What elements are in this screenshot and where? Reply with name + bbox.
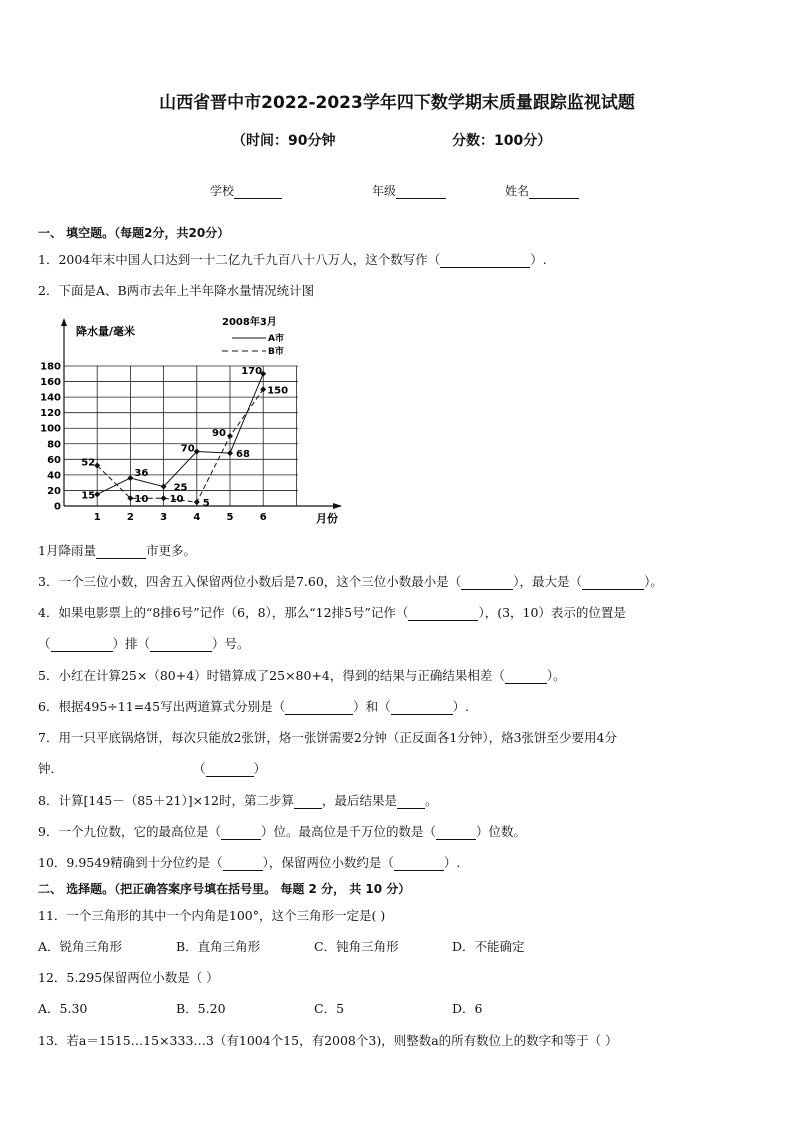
q11-option-d[interactable]: D．不能确定 [452, 939, 525, 954]
q11-option-b[interactable]: B．直角三角形 [176, 939, 261, 954]
q12-option-a[interactable]: A．5.30 [38, 1001, 88, 1016]
data-label: 170 [241, 365, 263, 377]
x-tick-label: 3 [160, 512, 168, 523]
q4-blank-row[interactable] [51, 639, 113, 652]
school-blank[interactable] [234, 186, 282, 199]
data-point [227, 433, 233, 439]
section1-heading: 一、 填空题。（每题2分，共20分） [38, 226, 230, 240]
y-tick-label: 80 [47, 439, 61, 451]
question-10: 10．9.9549精确到十分位约是（ ），保留两位小数约是（ ）. [38, 855, 461, 870]
question-2: 2．下面是A、B两市去年上半年降水量情况统计图 [38, 283, 315, 298]
exam-score: 分数：100分） [452, 133, 552, 149]
question-3: 3．一个三位小数，四舍五入保留两位小数后是7.60，这个三位小数最小是（ ），最大是（ ）。 [38, 574, 663, 589]
chart-y-ticks [40, 362, 61, 513]
question-12: 12．5.295保留两位小数是（ ） [38, 970, 219, 985]
q2-blank[interactable] [96, 546, 146, 559]
x-axis-arrow [333, 503, 342, 509]
x-tick-label: 1 [93, 512, 101, 523]
exam-time: （时间：90分钟 [232, 133, 336, 149]
grade-blank[interactable] [396, 186, 446, 199]
q12-option-c[interactable]: C．5 [314, 1001, 345, 1016]
section2-heading: 二、 选择题。（把正确答案序号填在括号里。 每题 2 分， 共 10 分） [38, 882, 411, 896]
data-label: 10 [169, 494, 184, 506]
q8-blank-step[interactable] [294, 796, 322, 809]
question-8: 8．计算[145－（85＋21）]×12时，第二步算 ，最后结果是 。 [38, 793, 438, 808]
y-tick-label: 120 [40, 408, 61, 420]
data-label: 25 [173, 482, 188, 494]
q11-option-a[interactable]: A．锐角三角形 [38, 939, 123, 954]
question-13: 13．若a＝1515…15×333…3（有1004个15，有2008个3)，则整数a的所有数位上的数字和等于（ ） [38, 1033, 618, 1048]
question-5: 5．小红在计算25×（80+4）时错算成了25×80+4，得到的结果与正确结果相差（ ）。 [38, 668, 566, 683]
chart-series [81, 366, 288, 509]
q11-option-c[interactable]: C．钝角三角形 [314, 939, 399, 954]
legend-label-a: A市 [268, 334, 284, 344]
data-label: 68 [236, 449, 250, 461]
series-line-a [97, 374, 263, 495]
data-point [194, 499, 200, 505]
data-label: 15 [81, 490, 96, 502]
y-tick-label: 160 [40, 377, 61, 389]
data-point [227, 450, 233, 456]
question-4-cont: （ ）排（ ）号。 [38, 636, 250, 651]
question-7: 7．用一只平底锅烙饼，每次只能放2张饼，烙一张饼需要2分钟（正反面各1分钟），烙3张饼至少要用4分 [38, 730, 617, 745]
chart-x-ticks [94, 512, 267, 523]
q5-blank[interactable] [505, 671, 547, 684]
q3-blank-max[interactable] [582, 577, 644, 590]
question-1: 1．2004年末中国人口达到一十二亿九千九百八十八万人，这个数写作（ ）. [38, 252, 547, 267]
name-field[interactable] [505, 182, 579, 199]
q1-blank[interactable] [440, 255, 530, 268]
data-label: 70 [180, 443, 195, 455]
q6-blank-2[interactable] [391, 702, 453, 715]
data-label: 90 [212, 428, 226, 439]
data-label: 36 [134, 468, 149, 479]
q9-blank-2[interactable] [436, 827, 476, 840]
grade-field[interactable] [372, 182, 446, 199]
page-title: 山西省晋中市2022-2023学年四下数学期末质量跟踪监视试题 [159, 93, 635, 113]
question-11: 11．一个三角形的其中一个内角是100°，这个三角形一定是( ) [38, 908, 386, 923]
y-tick-label: 0 [54, 501, 61, 513]
q4-blank-1[interactable] [408, 608, 478, 621]
y-tick-label: 20 [47, 485, 61, 497]
grade-label: 年级 [372, 184, 397, 198]
x-tick-label: 6 [259, 512, 267, 523]
q3-blank-min[interactable] [461, 577, 513, 590]
question-7-cont: 钟． （ ） [38, 761, 267, 776]
y-tick-label: 60 [47, 454, 61, 466]
rainfall-chart [36, 312, 356, 532]
data-point [161, 495, 167, 501]
y-axis-arrow [61, 318, 67, 326]
legend-label-b: B市 [268, 347, 284, 357]
x-tick-label: 5 [226, 512, 234, 523]
x-tick-label: 4 [193, 512, 201, 523]
q12-option-d[interactable]: D．6 [452, 1001, 483, 1016]
school-label: 学校 [210, 184, 235, 198]
name-blank[interactable] [529, 186, 579, 199]
y-tick-label: 100 [40, 423, 61, 435]
data-label: 5 [202, 498, 210, 510]
q4-blank-seat[interactable] [150, 639, 212, 652]
q7-blank[interactable] [206, 764, 254, 777]
chart-x-label: 月份 [316, 512, 338, 525]
data-point [127, 475, 133, 481]
q10-blank-2[interactable] [394, 858, 444, 871]
q10-blank-1[interactable] [223, 858, 263, 871]
chart-axes [61, 318, 342, 509]
school-field[interactable] [210, 182, 282, 199]
q6-blank-1[interactable] [285, 702, 353, 715]
name-label: 姓名 [505, 184, 530, 198]
x-tick-label: 2 [126, 512, 134, 523]
chart-title: 2008年3月 [222, 317, 277, 328]
y-tick-label: 40 [47, 470, 61, 482]
question-4: 4．如果电影票上的“8排6号”记作（6，8），那么“12排5号”记作（ ），(3，10）表示的位置是 [38, 605, 626, 620]
q9-blank-1[interactable] [221, 827, 261, 840]
y-tick-label: 140 [40, 392, 61, 404]
question-2-fill: 1月降雨量 市更多。 [38, 543, 196, 558]
q12-option-b[interactable]: B．5.20 [176, 1001, 226, 1016]
y-tick-label: 180 [40, 361, 61, 373]
question-6: 6．根据495÷11=45写出两道算式分别是（ ）和（ ）. [38, 699, 470, 714]
q8-blank-result[interactable] [397, 796, 425, 809]
data-label: 52 [81, 457, 96, 469]
data-label: 150 [267, 385, 289, 397]
question-9: 9．一个九位数，它的最高位是（ ）位。最高位是千万位的数是（ ）位数。 [38, 824, 526, 839]
chart-y-label: 降水量/毫米 [76, 325, 136, 338]
data-label: 10 [134, 494, 149, 506]
